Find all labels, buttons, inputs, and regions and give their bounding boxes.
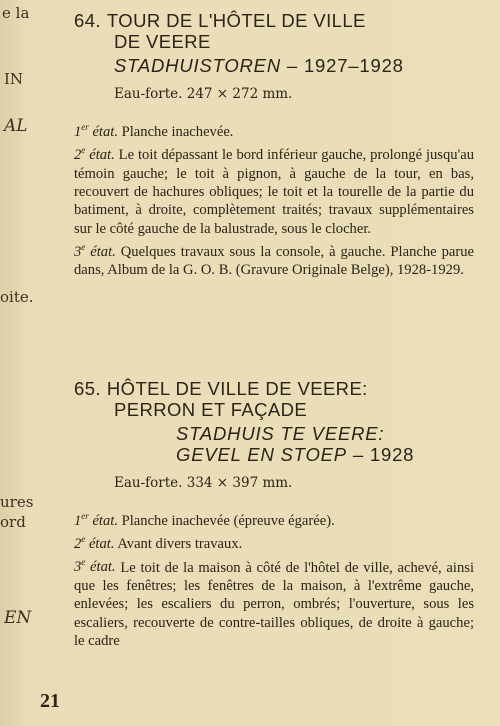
margin-fragment: ures xyxy=(0,493,34,511)
technique: Eau-forte. 247 × 272 mm. xyxy=(114,86,293,102)
entry-states xyxy=(74,507,474,650)
entry-subtitle xyxy=(74,444,474,465)
state-text: Planche inachevée. xyxy=(117,123,234,140)
state-label: 3e état. xyxy=(74,242,116,261)
state-label: 2e état. xyxy=(74,145,115,164)
subtitle-text: STADHUISTOREN xyxy=(114,55,281,76)
state-paragraph xyxy=(74,507,474,530)
state-text: Avant divers travaux. xyxy=(114,536,243,553)
entry-number: 64. xyxy=(74,10,101,31)
margin-fragment: e la xyxy=(2,4,30,22)
technique: Eau-forte. 334 × 397 mm. xyxy=(114,475,293,491)
margin-fragment: EN xyxy=(4,608,32,628)
title-line: PERRON ET FAÇADE xyxy=(114,399,308,420)
title-line: HÔTEL DE VILLE DE VEERE: xyxy=(106,378,368,399)
entry-title xyxy=(74,10,474,31)
subtitle-year: – 1927–1928 xyxy=(280,55,404,76)
title-line: DE VEERE xyxy=(114,31,211,52)
state-text: Le toit de la maison à côté de l'hôtel de ville, achevé, ainsi que les fenêtres; les fenêtres de la maison, à l'extrême gauche, enlevées; les escaliers du perron, ombrés; l'ouverture, sous les escaliers, recouverte de contre-tailles obliques, de droite à gauche; le cadre xyxy=(74,559,474,650)
entry-states xyxy=(74,118,474,280)
margin-fragment: IN xyxy=(4,70,24,88)
state-label: 2e état. xyxy=(74,534,115,553)
entry-title xyxy=(74,378,474,399)
margin-fragment: ord xyxy=(0,513,26,531)
entry-number: 65. xyxy=(74,378,101,399)
title-line: TOUR DE L'HÔTEL DE VILLE xyxy=(106,10,366,31)
state-paragraph xyxy=(74,530,474,553)
state-label: 1er état. xyxy=(74,511,118,529)
state-paragraph xyxy=(74,118,474,141)
entry-subtitle xyxy=(74,55,474,76)
entry-subtitle: STADHUIS TE VEERE: xyxy=(176,423,385,444)
margin-fragment: AL xyxy=(4,116,28,136)
state-paragraph xyxy=(74,238,474,280)
state-text: Quelques travaux sous la console, à gauche. Planche parue dans, Album de la G. O. B. (Gravure Originale Belge), 1928-1929. xyxy=(74,244,474,279)
catalogue-entry-65 xyxy=(74,378,474,650)
state-paragraph xyxy=(74,554,474,651)
catalogue-entry-64 xyxy=(74,10,474,280)
subtitle-text: GEVEL EN STOEP xyxy=(176,444,347,465)
state-text: Le toit dépassant le bord inférieur gauche, prolongé jusqu'au témoin gauche; le toit à pignon, à gauche de la tour, en bas, recouvert de hachures obliques; le toit et la tourelle de la partie du batiment, à droite, complètement traités; travaux supplémentaires sur le côté gauche de la balustrade, sous le clocher. xyxy=(74,147,474,237)
state-paragraph xyxy=(74,141,474,238)
page-number: 21 xyxy=(40,690,60,712)
subtitle-year: – 1928 xyxy=(346,444,415,465)
state-text: Planche inachevée (épreuve égarée). xyxy=(117,512,335,529)
state-label: 3e état. xyxy=(74,557,116,576)
state-label: 1er état. xyxy=(74,122,118,140)
margin-fragment: oite. xyxy=(0,288,34,306)
